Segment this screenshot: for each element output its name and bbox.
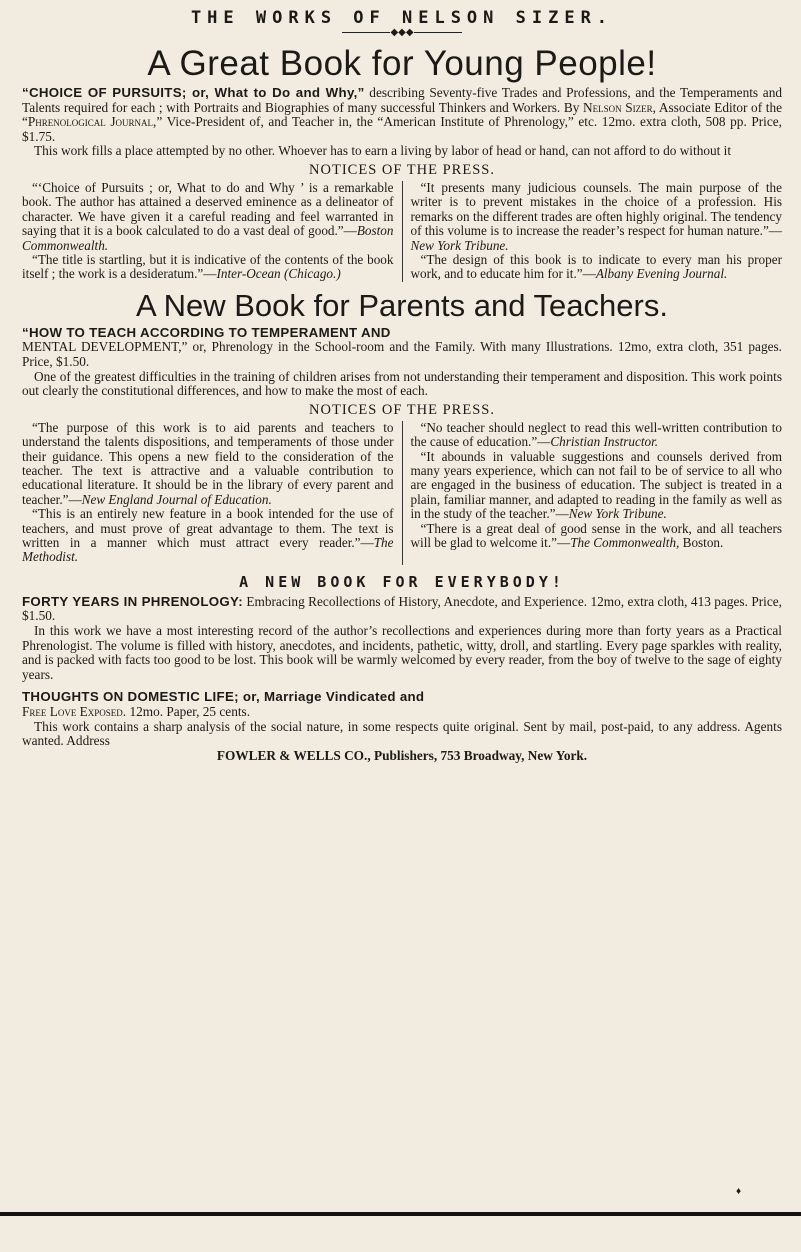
review: “This is an entirely new feature in a book intended for the use of teachers, and must prove of great advantage to them. The text is written in a manner which must attract every reader.”—The Methodist. bbox=[22, 506, 394, 565]
section1-summary: This work fills a place attempted by no other. Whoever has to earn a living by labor of head or hand, can not afford to do without it bbox=[34, 143, 732, 159]
section2-summary: One of the greatest difficulties in the training of children arises from not understanding their temperament and disposition. This work points out clearly the constitutional differences, and how to make the most of each. bbox=[22, 368, 782, 399]
section1-reviews-right bbox=[403, 181, 783, 282]
section1-reviews-left bbox=[22, 181, 403, 282]
header-ornament: ◆◆◆ bbox=[22, 28, 782, 38]
review: “The purpose of this work is to aid parents and teachers to understand the talents dispositions, and temperaments of those under their guidance. This opens a new field to the consideration of the teacher. The text is attractive and a valuable contribution to educational literature. It should be in the library of every parent and teacher.”—New England Journal of Education. bbox=[22, 419, 394, 507]
section1-description: “CHOICE OF PURSUITS; or, What to Do and Why,” describing Seventy-five Trades and Professions, and the Temperaments and Talents required for each ; with Portraits and Biographies of many successful Thinkers and Workers. By Nelson Sizer, Associate Editor of the “Phrenological Journal,” Vice-President of, and Teacher in, the “American Institute of Phrenology,” etc. 12mo. extra cloth, 508 pp. Price, $1.75. bbox=[22, 85, 782, 144]
decorative-mark: ♦ bbox=[736, 1186, 742, 1197]
section1-title: A Great Book for Young People! bbox=[147, 44, 657, 83]
publisher-address: FOWLER & WELLS CO., Publishers, 753 Broadway, New York. bbox=[216, 747, 588, 763]
review: “No teacher should neglect to read this well-written contribution to the cause of education.”—Christian Instructor. bbox=[410, 419, 782, 450]
section2-reviews bbox=[22, 421, 782, 565]
section4-description: THOUGHTS ON DOMESTIC LIFE; or, Marriage Vindicated and Free Love Exposed. 12mo. Paper, 25 cents. bbox=[22, 689, 425, 719]
section3-title: A NEW BOOK FOR EVERYBODY! bbox=[239, 572, 565, 591]
review: “There is a great deal of good sense in the work, and all teachers will be glad to welcome it.”—The Commonwealth, Boston. bbox=[410, 520, 782, 551]
section3-description: FORTY YEARS IN PHRENOLOGY: Embracing Recollections of History, Anecdote, and Experience. 12mo, extra cloth, 413 pages. Price, $1.50. bbox=[22, 593, 782, 624]
section2-reviews-left bbox=[22, 421, 403, 565]
review: “The design of this book is to indicate to every man his proper work, and to educate him for it.”—Albany Evening Journal. bbox=[410, 252, 782, 282]
review: “‘Choice of Pursuits ; or, What to do and Why ’ is a remarkable book. The author has attained a deserved eminence as a delineator of character. We have given it a careful reading and feel warranted in saying that it is a book calculated to do a vast deal of good.”—Boston Commonwealth. bbox=[22, 179, 394, 253]
section4-summary: This work contains a sharp analysis of the social nature, in some respects quite original. Sent by mail, post-paid, to any address. Agents wanted. Address bbox=[22, 718, 782, 749]
bottom-rule bbox=[0, 1212, 801, 1216]
review: “The title is startling, but it is indicative of the contents of the book itself ; the work is a desideratum.”—Inter-Ocean (Chicago.) bbox=[22, 252, 394, 282]
section1-reviews bbox=[22, 181, 782, 282]
review: “It abounds in valuable suggestions and counsels derived from many years experience, which can not fail to be of service to all who are engaged in the business of education. The subject is treated in a plain, familiar manner, and adapted to reading in the family as well as in the study of the teacher.”—New York Tribune. bbox=[410, 448, 782, 522]
section2-notices-heading: NOTICES OF THE PRESS. bbox=[309, 401, 495, 418]
advertisement-page bbox=[22, 8, 782, 763]
section2-description: “HOW TO TEACH ACCORDING TO TEMPERAMENT AND MENTAL DEVELOPMENT,” or, Phrenology in the School-room and the Family. With many Illustrations. 12mo, extra cloth, 351 pages. Price, $1.50. bbox=[22, 324, 782, 369]
section1-notices-heading: NOTICES OF THE PRESS. bbox=[309, 161, 495, 178]
review: “It presents many judicious counsels. The main purpose of the writer is to prevent mistakes in the choice of a profession. His remarks on the different trades are often highly original. The tendency of this volume is to increase the reader’s respect for human nature.”—New York Tribune. bbox=[410, 179, 782, 253]
page-header: THE WORKS OF NELSON SIZER. bbox=[190, 8, 614, 28]
section2-title: A New Book for Parents and Teachers. bbox=[136, 287, 668, 323]
section3-summary: In this work we have a most interesting record of the author’s recollections and experiences during more than forty years as a Practical Phrenologist. The volume is filled with history, anecdotes, and incidents, pathetic, witty, droll, and startling. Every page sparkles with reality, and is packed with facts too good to be lost. This book will be warmly welcomed by every reader, from the boy of twelve to the sage of eighty years. bbox=[22, 623, 782, 682]
section2-reviews-right bbox=[403, 421, 783, 565]
